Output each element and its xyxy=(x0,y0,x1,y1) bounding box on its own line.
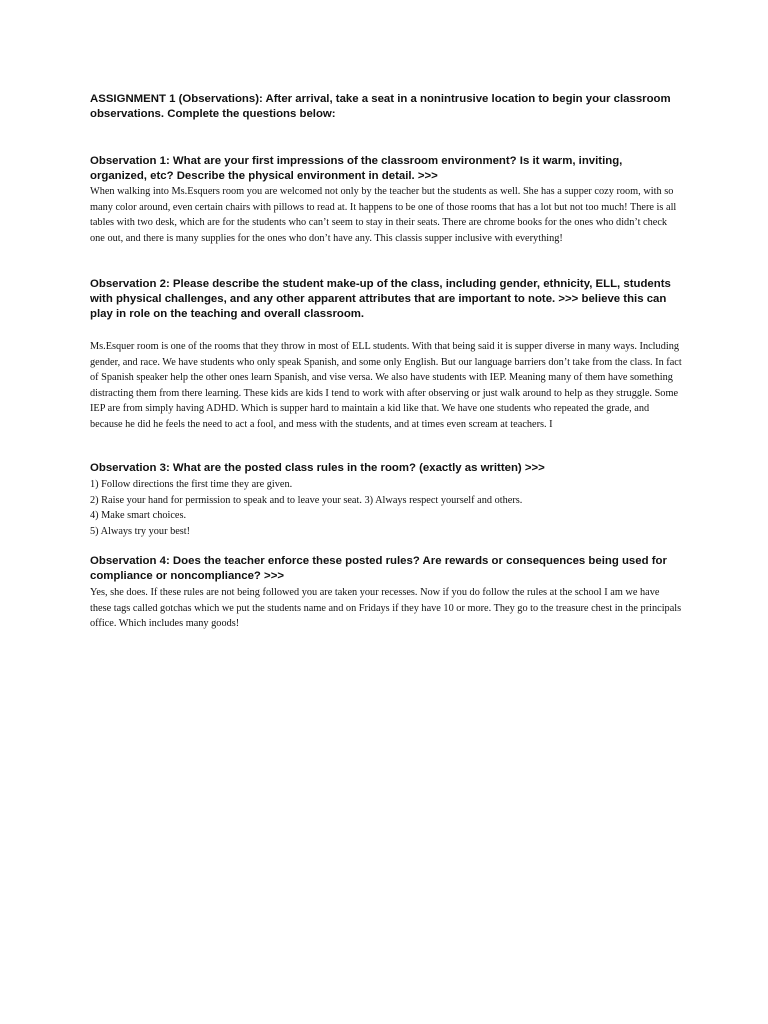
class-rule-item: 4) Make smart choices. xyxy=(90,510,187,522)
observation-4-question: Observation 4: Does the teacher enforce these posted rules? Are rewards or consequences being used for compliance or noncompliance? >>> xyxy=(90,555,667,582)
class-rule-item: 2) Raise your hand for permission to speak and to leave your seat. 3) Always respect yourself and others. xyxy=(90,494,523,506)
observation-1-answer: When walking into Ms.Esquers room you are welcomed not only by the teacher but the students as well. She has a supper cozy room, with so many color around, even certain chairs with pillows to read at. It happens to be one of those rooms that has a lot but not too much! There is all tables with two desk, which are for the students who can’t seem to stay in their seats. There are chrome books for the ones who didn’t check one out, and there is many supplies for the ones who don’t have any. This classis supper inclusive with everything! xyxy=(90,186,677,244)
class-rules-list xyxy=(90,477,682,539)
observation-2-question: Observation 2: Please describe the student make-up of the class, including gender, ethnicity, ELL, students with physical challenges, and any other apparent attributes that are important to note. >>> believe this can play in role on the teaching and overall classroom. xyxy=(90,278,671,320)
assignment-heading: ASSIGNMENT 1 (Observations): After arrival, take a seat in a nonintrusive location to begin your classroom observations. Complete the questions below: xyxy=(90,93,671,120)
observation-3-question: Observation 3: What are the posted class rules in the room? (exactly as written) >>> xyxy=(90,462,545,474)
observation-4-answer: Yes, she does. If these rules are not being followed you are taken your recesses. Now if you do follow the rules at the school I am we have these tags called gotchas which we put the students name and on Fridays if they have 10 or more. They go to the treasure chest in the principals office. Which includes many goods! xyxy=(90,587,682,630)
observation-1-question: Observation 1: What are your first impressions of the classroom environment? Is it warm, inviting, organized, etc? Describe the physical environment in detail. >>> xyxy=(90,155,623,182)
class-rule-item: 1) Follow directions the first time they are given. xyxy=(90,479,293,490)
class-rule-item: 5) Always try your best! xyxy=(90,525,191,537)
observation-2-answer: Ms.Esquer room is one of the rooms that they throw in most of ELL students. With that being said it is supper diverse in many ways. Including gender, and race. We have students who only speak Spanish, and some only English. But our language barriers don’t take from the class. In fact of Spanish speaker help the other ones learn Spanish, and vise versa. We also have students with IEP. Meaning many of them have something distracting them from there learning. These kids are kids I tend to work with after observing or just walk around to help as they struggle. Some IEP are from simply having ADHD. Which is supper hard to maintain a kid like that. We have one students who repeated the grade, and because he did he feels the need to act a fool, and mess with the students, and at times even scream at teachers. I xyxy=(90,341,682,430)
